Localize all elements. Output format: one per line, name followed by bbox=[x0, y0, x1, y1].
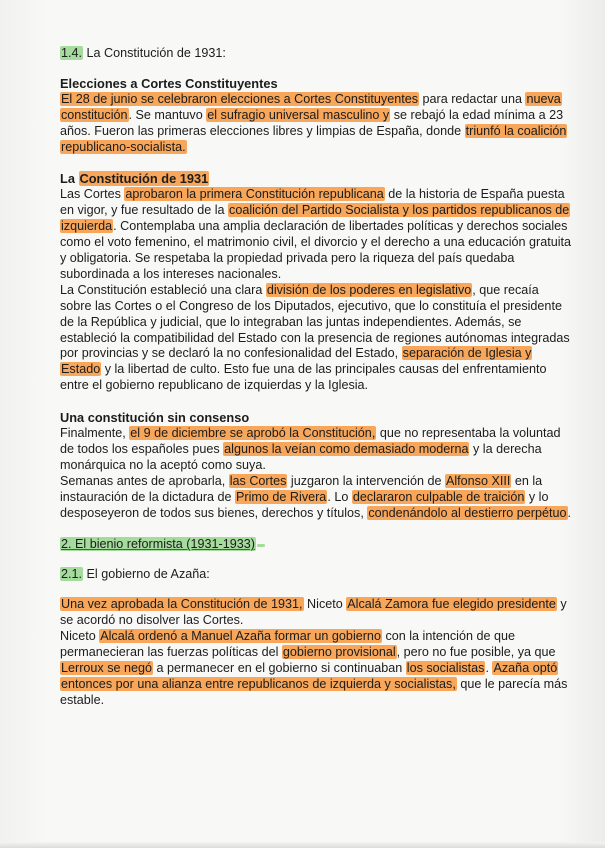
text: Niceto bbox=[303, 597, 347, 612]
section-number: 2.1. bbox=[61, 567, 83, 582]
highlight: Lerroux se negó bbox=[61, 660, 153, 675]
paragraph-constitucion-1 bbox=[60, 187, 572, 282]
text: con la intención de que permanecieran las fuerzas políticas del bbox=[60, 629, 515, 659]
text: Finalmente, bbox=[60, 426, 130, 441]
section-heading: 2. El bienio reformista (1931-1933) bbox=[61, 537, 255, 552]
text: . Se mantuvo bbox=[128, 107, 207, 122]
section-title: La Constitución de 1931: bbox=[83, 46, 226, 60]
heading-prefix: La bbox=[60, 171, 79, 187]
highlight: los socialistas bbox=[406, 660, 485, 675]
highlight: división de los poderes en legislativo bbox=[266, 282, 472, 297]
text: y la derecha monárquica no la aceptó como suya. bbox=[60, 441, 542, 472]
paragraph-consenso-2 bbox=[60, 474, 572, 522]
paragraph-consenso-1 bbox=[60, 426, 572, 474]
highlight: Alfonso XIII bbox=[445, 473, 511, 488]
highlight: Primo de Rivera bbox=[236, 489, 327, 504]
text: Las Cortes bbox=[60, 187, 125, 202]
heading-constitucion bbox=[60, 171, 572, 187]
highlight: Una vez aprobada la Constitución de 1931, bbox=[61, 597, 303, 612]
highlight: Azaña optó entonces por una alianza entre republicanos de izquierda y socialistas, bbox=[61, 660, 558, 691]
text: y lo desposeyeron de todos sus bienes, derechos y títulos, bbox=[60, 489, 549, 520]
text: y se acordó no disolver las Cortes. bbox=[60, 597, 567, 628]
text: juzgaron la intervención de bbox=[287, 473, 445, 488]
highlight: Alcalá Zamora fue elegido presidente bbox=[347, 597, 556, 612]
text: . Lo bbox=[327, 489, 352, 504]
highlight: el sufragio universal masculino y bbox=[207, 107, 390, 122]
highlight: aprobaron la primera Constitución republicana bbox=[125, 187, 384, 202]
section-1-4-title bbox=[60, 46, 572, 62]
highlight: gobierno provisional bbox=[282, 645, 396, 659]
text: Niceto bbox=[60, 629, 100, 644]
paragraph-elecciones bbox=[60, 92, 572, 156]
text: en la instauración de la dictadura de bbox=[60, 473, 543, 504]
text: . Contemplaba una amplia declaración de libertades políticas y derechos sociales como el voto femenino, el matrimonio civil, el divorcio y el derecho a una educación gratuita y obligatoria. Se respetaba la propiedad privada pero la riqueza del país quedaba subordinada a los intereses nacionales. bbox=[60, 219, 572, 281]
paragraph-azana-1 bbox=[60, 597, 572, 629]
highlight: declararon culpable de traición bbox=[352, 489, 525, 504]
section-2-1-title bbox=[60, 567, 572, 583]
highlight-stroke bbox=[257, 544, 265, 547]
text: para redactar una bbox=[419, 91, 526, 106]
paragraph-azana-2 bbox=[60, 629, 572, 709]
text: y la libertad de culto. Esto fue una de las principales causas del enfrentamiento entre el gobierno republicano de izquierdas y la Iglesia. bbox=[60, 362, 547, 393]
text: de la historia de España puesta en vigor, y fue resultado de la bbox=[60, 187, 565, 218]
highlight: triunfó la coalición republicano-socialista. bbox=[61, 123, 567, 154]
section-2-title bbox=[60, 537, 572, 553]
page-edge-shadow bbox=[0, 842, 605, 848]
text: Semanas antes de aprobarla, bbox=[60, 473, 229, 488]
highlight: las Cortes bbox=[229, 473, 287, 488]
document-body bbox=[60, 46, 572, 709]
text: . bbox=[567, 505, 571, 520]
text: , pero no fue posible, ya que bbox=[396, 645, 556, 659]
paragraph-constitucion-2 bbox=[60, 283, 572, 394]
heading-elecciones: Elecciones a Cortes Constituyentes bbox=[60, 75, 278, 91]
text: que no representaba la voluntad de todos los españoles pues bbox=[60, 426, 561, 456]
text: . bbox=[485, 660, 493, 675]
text: que le parecía más estable. bbox=[60, 676, 568, 707]
highlight: el 9 de diciembre se aprobó la Constitución, bbox=[130, 426, 376, 441]
highlight: condenándolo al destierro perpétuo bbox=[368, 505, 567, 520]
section-title: El gobierno de Azaña: bbox=[83, 567, 210, 582]
text: a permanecer en el gobierno si continuaban bbox=[153, 660, 406, 675]
highlight: separación de Iglesia y Estado bbox=[61, 346, 532, 377]
highlight: nueva constitución bbox=[61, 91, 561, 122]
highlight: Constitución de 1931 bbox=[79, 171, 209, 187]
text: se rebajó la edad mínima a 23 años. Fueron las primeras elecciones libres y limpias de España, donde bbox=[60, 107, 564, 138]
section-number: 1.4. bbox=[61, 46, 83, 60]
highlight: coalición del Partido Socialista y los partidos republicanos de izquierda bbox=[61, 203, 570, 234]
text: , que recaía sobre las Cortes o el Congreso de los Diputados, ejecutivo, que lo constituía el presidente de la República y judicial, que lo integraban las juntas independientes. Además, se estableció la compatibilidad del Estado con la presencia de regiones autónomas integradas por provincias y se declaró la no confesionalidad del Estado, bbox=[60, 282, 570, 361]
highlight: Alcalá ordenó a Manuel Azaña formar un gobierno bbox=[100, 629, 381, 644]
highlight: algunos la veían como demasiado moderna bbox=[224, 441, 469, 456]
highlight: El 28 de junio se celebraron elecciones a Cortes Constituyentes bbox=[61, 91, 419, 106]
text: La Constitución estableció una clara bbox=[60, 282, 266, 297]
heading-consenso: Una constitución sin consenso bbox=[60, 410, 250, 426]
